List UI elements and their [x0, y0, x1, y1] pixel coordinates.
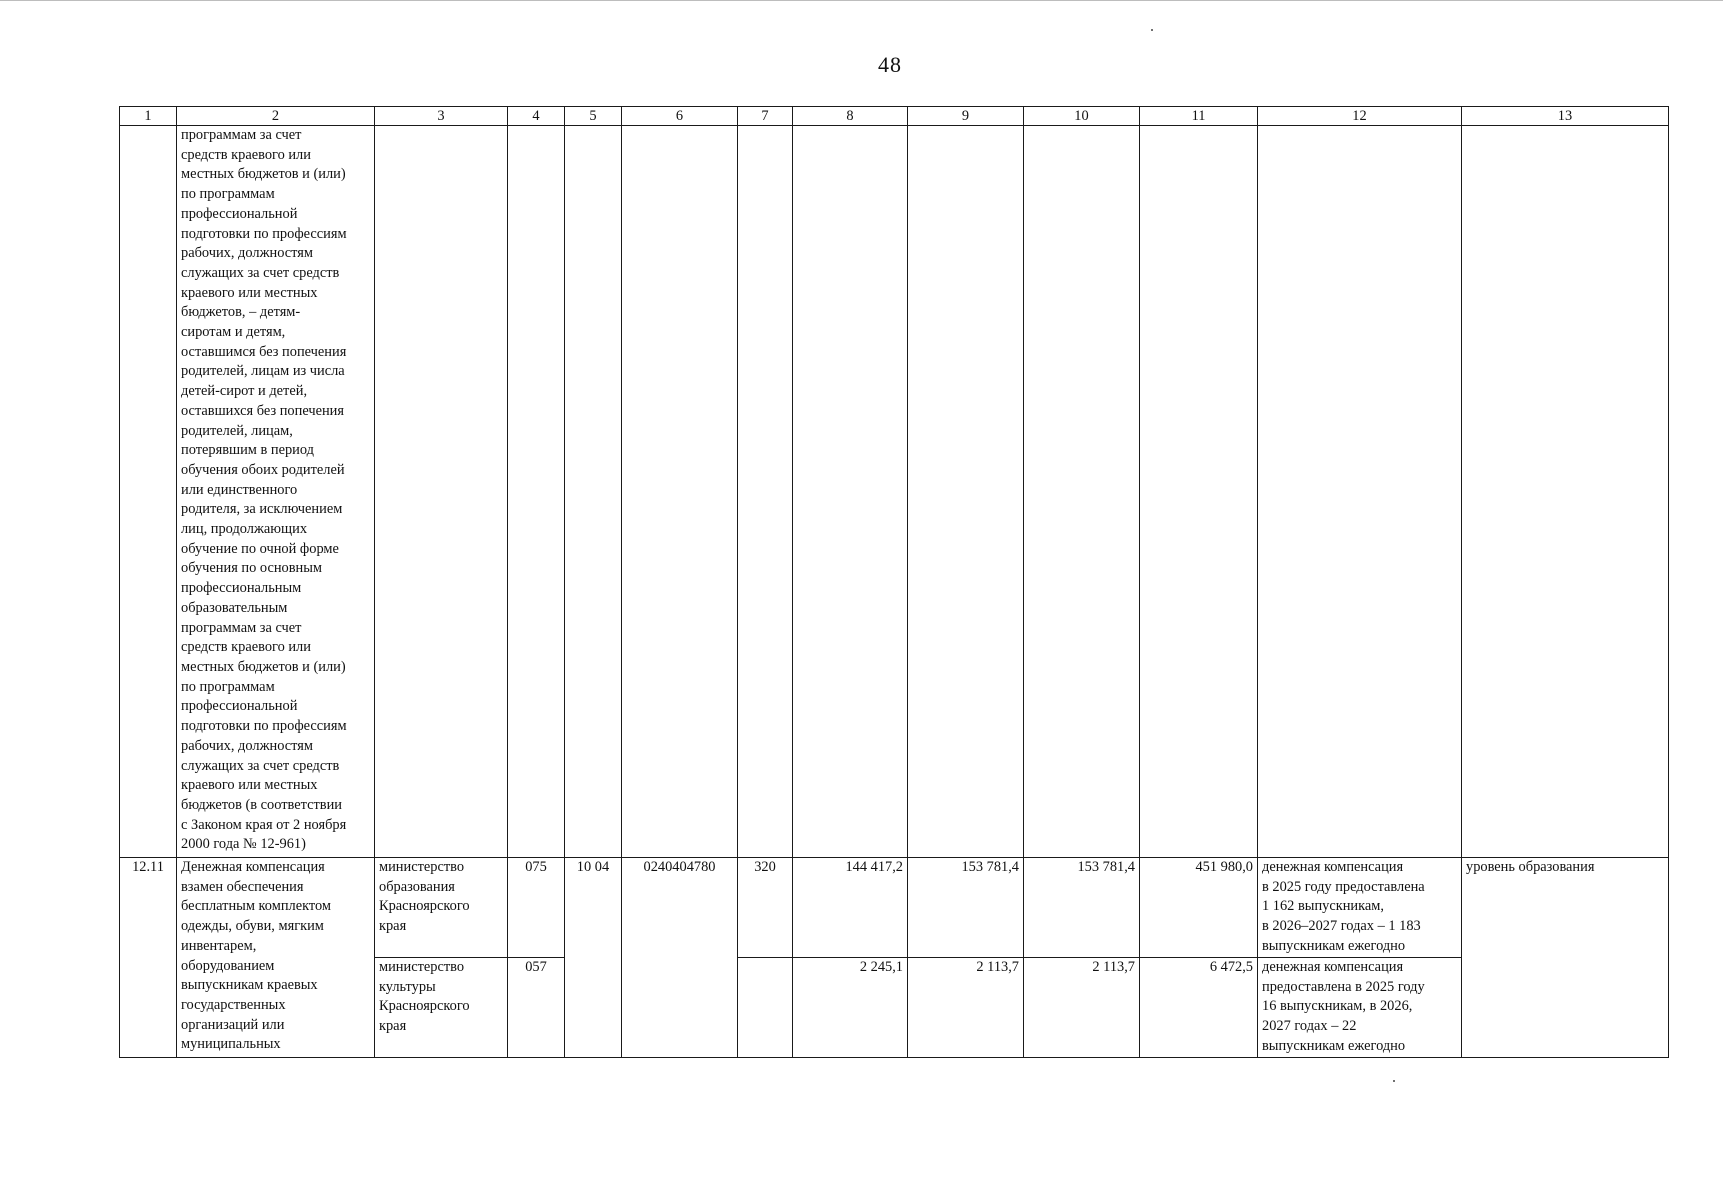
amount-2025: 2 245,1: [793, 958, 908, 1058]
executor: министерство образования Красноярского края: [375, 858, 508, 958]
amount-2026: 2 113,7: [908, 958, 1024, 1058]
table-cell: [1462, 126, 1669, 858]
table-cell: [1140, 126, 1258, 858]
col-header: 9: [908, 107, 1024, 126]
col-header: 12: [1258, 107, 1462, 126]
col-header: 10: [1024, 107, 1140, 126]
expected-outcome: денежная компенсация в 2025 году предоставлена 1 162 выпускникам, в 2026–2027 годах – 1 183 выпускникам ежегодно: [1258, 858, 1462, 958]
item-name: Денежная компенсация взамен обеспечения бесплатным комплектом одежды, обуви, мягким инвентарем, оборудованием выпускникам краевых государственных организаций или муниципальных: [177, 858, 375, 1058]
table-cell: [793, 126, 908, 858]
col-header: 6: [622, 107, 738, 126]
grbs-code: 057: [508, 958, 565, 1058]
continuation-row: [120, 126, 1669, 858]
impact-indicator: уровень образования: [1462, 858, 1669, 1058]
column-number-row: [120, 107, 1669, 126]
table-cell: [508, 126, 565, 858]
target-code: 0240404780: [622, 858, 738, 1058]
table-cell: [375, 126, 508, 858]
executor: министерство культуры Красноярского края: [375, 958, 508, 1058]
col-header: 11: [1140, 107, 1258, 126]
scan-dot: [1151, 29, 1153, 31]
table-cell: [738, 126, 793, 858]
table-cell: [120, 126, 177, 858]
col-header: 3: [375, 107, 508, 126]
col-header: 4: [508, 107, 565, 126]
scan-dot: [1393, 1080, 1395, 1082]
table-row: [120, 858, 1669, 958]
amount-2027: 2 113,7: [1024, 958, 1140, 1058]
budget-table: [119, 106, 1669, 1058]
table-cell: [1024, 126, 1140, 858]
col-header: 1: [120, 107, 177, 126]
continued-description: программам за счет средств краевого или местных бюджетов и (или) по программам профессиональной подготовки по профессиям рабочих, должностям служащих за счет средств краевого или местных бюджетов, – детям- сиротам и детям, оставшимся без попечения родителей, лицам из числа детей-сирот и детей, оставшихся без попечения родителей, лицам, потерявшим в период обучения обоих родителей или единственного родителя, за исключением лиц, продолжающих обучение по очной форме обучения по основным профессиональным образовательным программам за счет средств краевого или местных бюджетов и (или) по программам профессиональной подготовки по профессиям рабочих, должностям служащих за счет средств краевого или местных бюджетов (в соответствии с Законом края от 2 ноября 2000 года № 12-961): [177, 126, 375, 858]
col-header: 13: [1462, 107, 1669, 126]
col-header: 8: [793, 107, 908, 126]
table-cell: [908, 126, 1024, 858]
col-header: 2: [177, 107, 375, 126]
item-number: 12.11: [120, 858, 177, 1058]
section-code: 10 04: [565, 858, 622, 1058]
expense-type-code: [738, 958, 793, 1058]
grbs-code: 075: [508, 858, 565, 958]
table-cell: [1258, 126, 1462, 858]
table-cell: [565, 126, 622, 858]
top-scan-border: [0, 0, 1723, 1]
expense-type-code: 320: [738, 858, 793, 958]
table-cell: [622, 126, 738, 858]
col-header: 7: [738, 107, 793, 126]
amount-2027: 153 781,4: [1024, 858, 1140, 958]
amount-total: 6 472,5: [1140, 958, 1258, 1058]
amount-total: 451 980,0: [1140, 858, 1258, 958]
amount-2025: 144 417,2: [793, 858, 908, 958]
amount-2026: 153 781,4: [908, 858, 1024, 958]
expected-outcome: денежная компенсация предоставлена в 2025 году 16 выпускникам, в 2026, 2027 годах – 22 выпускникам ежегодно: [1258, 958, 1462, 1058]
col-header: 5: [565, 107, 622, 126]
page-number: 48: [878, 52, 902, 77]
